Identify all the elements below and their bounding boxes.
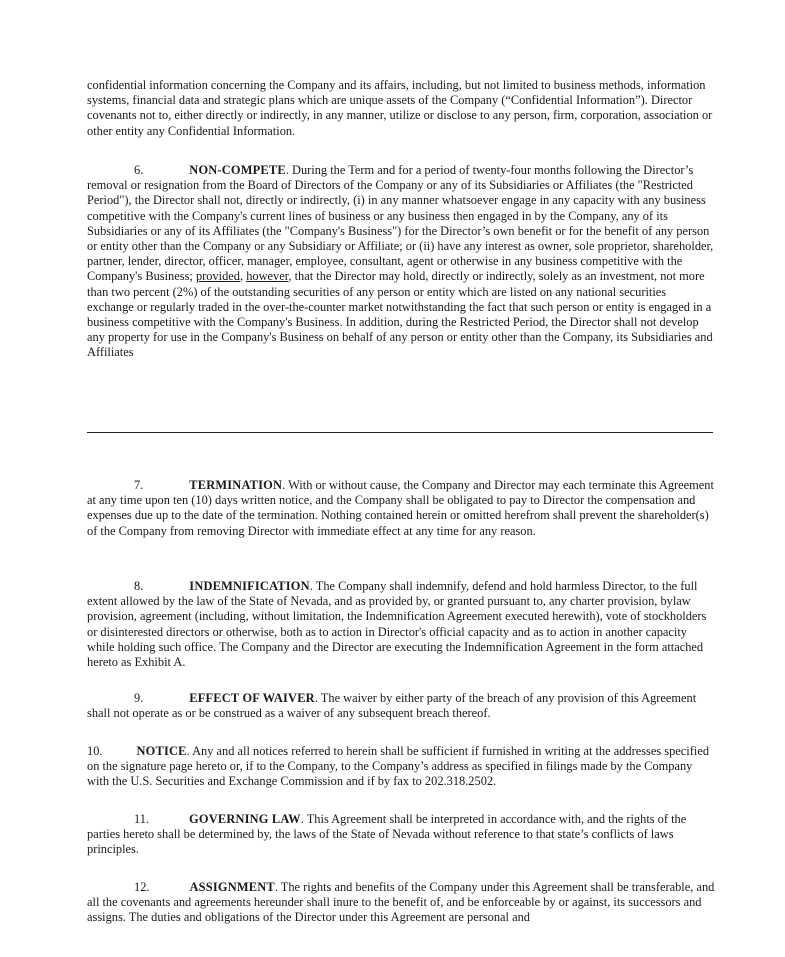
underlined-provided: provided — [195, 269, 240, 284]
section-body: . The Company shall indemnify, defend and hold harmless Director, to the full extent allowed by the law of the State of Nevada, and as provided by, or granted pursuant to, any charter provision, bylaw provision, agreement (including, without limitation, the Indemnification Agreement executed herewith), vote of stockholders or disinterested directors or otherwise, both as to action in Director's official capacity and as to action in another capacity while holding such office. The Company and the Director are executing the Indemnification Agreement in the form attached hereto as Exhibit A. — [87, 579, 707, 670]
section-body: . With or without cause, the Company and Director may each terminate this Agreement at any time upon ten (10) days written notice, and the Company shall be obligated to pay to Director the compensation and expenses due up to the date of the termination. Nothing contained herein or omitted herefrom shall prevent the shareholder(s) of the Company from removing Director with immediate effect at any time for any reason. — [87, 478, 714, 538]
section-heading: NON-COMPETE — [189, 163, 286, 177]
section-heading: TERMINATION — [189, 478, 283, 492]
section-number: 6. — [134, 163, 144, 177]
section-body-continued: , that the Director may hold, directly or indirectly, solely as an investment, not more than two percent (2%) of the outstanding securities of any person or entity which are listed on any national securities exchange or regularly traded in the over-the-counter market notwithstanding the fact that such person or entity is engaged in a business competitive with the Company's Business. In addition, during the Restricted Period, the Director shall not develop any property for use in the Company's Business on behalf of any person or entity other than the Company, its Subsidiaries and Affiliates — [87, 269, 713, 360]
section-number: 12. — [134, 880, 150, 894]
section-11-governing-law — [87, 812, 715, 858]
section-heading: NOTICE — [136, 744, 187, 758]
section-heading: GOVERNING LAW — [189, 812, 301, 826]
underlined-however: however — [246, 269, 289, 284]
section-number: 10. — [87, 744, 103, 758]
section-8-indemnification — [87, 579, 715, 670]
section-number: 9. — [134, 691, 144, 705]
section-heading: INDEMNIFICATION — [189, 579, 310, 593]
section-heading: ASSIGNMENT — [189, 880, 275, 894]
section-number: 11. — [134, 812, 150, 826]
section-6-non-compete — [87, 163, 715, 361]
section-heading: EFFECT OF WAIVER — [189, 691, 315, 705]
section-body: . During the Term and for a period of twenty-four months following the Director’s removal or resignation from the Board of Directors of the Company or any of its Subsidiaries or Affiliates (the "Restricted Period"), the Director shall not, directly or indirectly, (i) in any manner whatsoever engage in any capacity with any business competitive with the Company's current lines of business or any business then engaged in by the Company, any of its Subsidiaries or any of its Affiliates (the "Company's Business") for the Director’s own benefit or for the benefit of any person or entity other than the Company or any Subsidiary or Affiliate; or (ii) have any interest as owner, sole proprietor, shareholder, partner, lender, director, officer, manager, employee, consultant, agent or otherwise in any business competitive with the Company's Business; — [87, 163, 714, 284]
section-body: . Any and all notices referred to herein shall be sufficient if furnished in writing at the addresses specified on the signature page hereto or, if to the Company, to the Company’s address as specified in filings made by the Company with the U.S. Securities and Exchange Commission and if by fax to 202.318.2502. — [87, 744, 710, 789]
section-number: 8. — [134, 579, 144, 593]
section-9-effect-of-waiver — [87, 691, 715, 721]
section-12-assignment — [87, 880, 715, 926]
punctuation: , — [240, 269, 247, 284]
section-10-notice — [87, 744, 715, 790]
section-7-termination — [87, 478, 715, 539]
paragraph-confidential-information: confidential information concerning the Company and its affairs, including, but not limited to business methods, information systems, financial data and strategic plans which are unique assets of the Company (“Confidential Information”). Director covenants not to, either directly or indirectly, in any manner, utilize or disclose to any person, firm, corporation, association or other entity any Confidential Information. — [87, 78, 713, 138]
section-body: . The waiver by either party of the breach of any provision of this Agreement shall not operate as or be construed as a waiver of any subsequent breach thereof. — [87, 691, 697, 721]
section-body: . This Agreement shall be interpreted in accordance with, and the rights of the parties hereto shall be determined by, the laws of the State of Nevada without reference to that state’s conflicts of laws principles. — [87, 812, 687, 857]
section-number: 7. — [134, 478, 144, 492]
section-body: . The rights and benefits of the Company under this Agreement shall be transferable, and all the covenants and agreements hereunder shall inure to the benefit of, and be enforceable by or against, its successors and assigns. The duties and obligations of the Director under this Agreement are personal and — [87, 880, 715, 925]
horizontal-rule — [87, 432, 713, 433]
